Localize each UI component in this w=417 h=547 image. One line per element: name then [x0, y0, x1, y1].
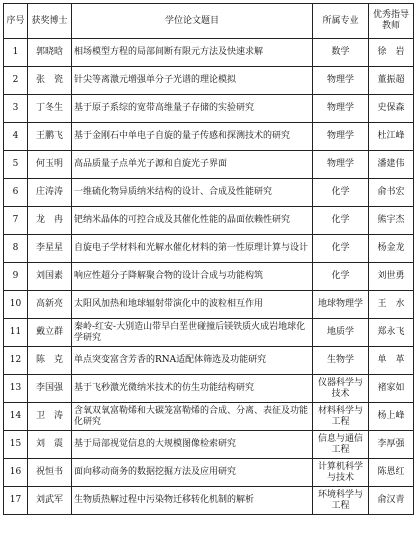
header-advisor: 优秀指导教师 — [369, 4, 414, 39]
header-major: 所属专业 — [313, 4, 369, 39]
row-number: 3 — [4, 95, 28, 123]
row-number: 4 — [4, 123, 28, 151]
advisor-name: 俞书宏 — [369, 179, 414, 207]
row-number: 14 — [4, 403, 28, 431]
advisor-name: 史保森 — [369, 95, 414, 123]
major-name: 地球物理学 — [313, 291, 369, 319]
major-name: 物理学 — [313, 123, 369, 151]
award-table — [3, 3, 414, 515]
thesis-title: 秦岭-红安-大别造山带早白垩世碰撞后镁铁质火成岩地球化学研究 — [72, 319, 313, 347]
thesis-title: 基于局部视觉信息的大规模图像检索研究 — [72, 431, 313, 459]
thesis-title: 高品质量子点单光子源和自旋光子界面 — [72, 151, 313, 179]
table-row — [4, 431, 414, 459]
header-title: 学位论文题目 — [72, 4, 313, 39]
thesis-title: 一维硫化物异质纳米结构的设计、合成及性能研究 — [72, 179, 313, 207]
major-name: 化学 — [313, 263, 369, 291]
advisor-name: 杜江峰 — [369, 123, 414, 151]
advisor-name: 刘世勇 — [369, 263, 414, 291]
author-name: 刘国素 — [28, 263, 72, 291]
table-row — [4, 347, 414, 375]
thesis-title: 单点突变富含芳香的RNA适配体筛选及功能研究 — [72, 347, 313, 375]
author-name: 王鹏飞 — [28, 123, 72, 151]
table-row — [4, 375, 414, 403]
major-name: 环境科学与工程 — [313, 487, 369, 515]
advisor-name: 杨金龙 — [369, 235, 414, 263]
table-row — [4, 319, 414, 347]
header-no: 序号 — [4, 4, 28, 39]
advisor-name: 杨上峰 — [369, 403, 414, 431]
thesis-title: 钯纳米晶体的可控合成及其催化性能的晶面依赖性研究 — [72, 207, 313, 235]
row-number: 8 — [4, 235, 28, 263]
table-row — [4, 39, 414, 67]
advisor-name: 单 革 — [369, 347, 414, 375]
author-name: 刘 震 — [28, 431, 72, 459]
thesis-title: 基于金刚石中单电子自旋的量子传感和探测技术的研究 — [72, 123, 313, 151]
author-name: 卫 涛 — [28, 403, 72, 431]
table-row — [4, 67, 414, 95]
row-number: 13 — [4, 375, 28, 403]
thesis-title: 基于飞秒激光微纳米技术的仿生功能结构研究 — [72, 375, 313, 403]
row-number: 5 — [4, 151, 28, 179]
major-name: 数学 — [313, 39, 369, 67]
major-name: 物理学 — [313, 151, 369, 179]
row-number: 7 — [4, 207, 28, 235]
author-name: 丁冬生 — [28, 95, 72, 123]
advisor-name: 郑永飞 — [369, 319, 414, 347]
author-name: 陈 克 — [28, 347, 72, 375]
table-row — [4, 291, 414, 319]
thesis-title: 面向移动商务的数据挖掘方法及应用研究 — [72, 459, 313, 487]
thesis-title: 含氧双氧富勒烯和大碳笼富勒烯的合成、分离、表征及功能化研究 — [72, 403, 313, 431]
author-name: 李星星 — [28, 235, 72, 263]
row-number: 12 — [4, 347, 28, 375]
table-header — [4, 4, 414, 39]
author-name: 龙 冉 — [28, 207, 72, 235]
author-name: 郭晓晗 — [28, 39, 72, 67]
major-name: 地质学 — [313, 319, 369, 347]
row-number: 9 — [4, 263, 28, 291]
header-row — [4, 4, 414, 39]
advisor-name: 潘建伟 — [369, 151, 414, 179]
thesis-title: 相场模型方程的局部间断有限元方法及快速求解 — [72, 39, 313, 67]
major-name: 信息与通信工程 — [313, 431, 369, 459]
table-row — [4, 95, 414, 123]
major-name: 化学 — [313, 235, 369, 263]
thesis-title: 自旋电子学材料和光解水催化材料的第一性原理计算与设计 — [72, 235, 313, 263]
advisor-name: 俞汉青 — [369, 487, 414, 515]
table-body — [4, 39, 414, 515]
table-row — [4, 235, 414, 263]
row-number: 2 — [4, 67, 28, 95]
table-row — [4, 123, 414, 151]
major-name: 生物学 — [313, 347, 369, 375]
thesis-title: 响应性超分子降解聚合物的设计合成与功能构筑 — [72, 263, 313, 291]
author-name: 刘武军 — [28, 487, 72, 515]
row-number: 10 — [4, 291, 28, 319]
row-number: 17 — [4, 487, 28, 515]
advisor-name: 熊宇杰 — [369, 207, 414, 235]
advisor-name: 董振超 — [369, 67, 414, 95]
header-author: 获奖博士 — [28, 4, 72, 39]
advisor-name: 陈恩红 — [369, 459, 414, 487]
major-name: 物理学 — [313, 67, 369, 95]
thesis-title: 生物质热解过程中污染物迁移转化机制的解析 — [72, 487, 313, 515]
advisor-name: 褚家如 — [369, 375, 414, 403]
table-row — [4, 151, 414, 179]
author-name: 高新亮 — [28, 291, 72, 319]
author-name: 李国强 — [28, 375, 72, 403]
advisor-name: 徐 岩 — [369, 39, 414, 67]
major-name: 仪器科学与技术 — [313, 375, 369, 403]
thesis-title: 基于原子系综的宽带高维量子存储的实验研究 — [72, 95, 313, 123]
table-row — [4, 179, 414, 207]
advisor-name: 李厚强 — [369, 431, 414, 459]
row-number: 11 — [4, 319, 28, 347]
table-row — [4, 207, 414, 235]
major-name: 物理学 — [313, 95, 369, 123]
table-row — [4, 459, 414, 487]
thesis-title: 针尖等离激元增强单分子光谱的理论模拟 — [72, 67, 313, 95]
author-name: 庄涛涛 — [28, 179, 72, 207]
row-number: 15 — [4, 431, 28, 459]
table-row — [4, 487, 414, 515]
advisor-name: 王 水 — [369, 291, 414, 319]
table-row — [4, 263, 414, 291]
author-name: 戴立群 — [28, 319, 72, 347]
major-name: 计算机科学与技术 — [313, 459, 369, 487]
row-number: 6 — [4, 179, 28, 207]
row-number: 1 — [4, 39, 28, 67]
author-name: 张 瓷 — [28, 67, 72, 95]
major-name: 材料科学与工程 — [313, 403, 369, 431]
row-number: 16 — [4, 459, 28, 487]
author-name: 祝恒书 — [28, 459, 72, 487]
thesis-title: 太阳风加热和地球辐射带演化中的波粒相互作用 — [72, 291, 313, 319]
table-row — [4, 403, 414, 431]
major-name: 化学 — [313, 179, 369, 207]
author-name: 何玉明 — [28, 151, 72, 179]
major-name: 化学 — [313, 207, 369, 235]
